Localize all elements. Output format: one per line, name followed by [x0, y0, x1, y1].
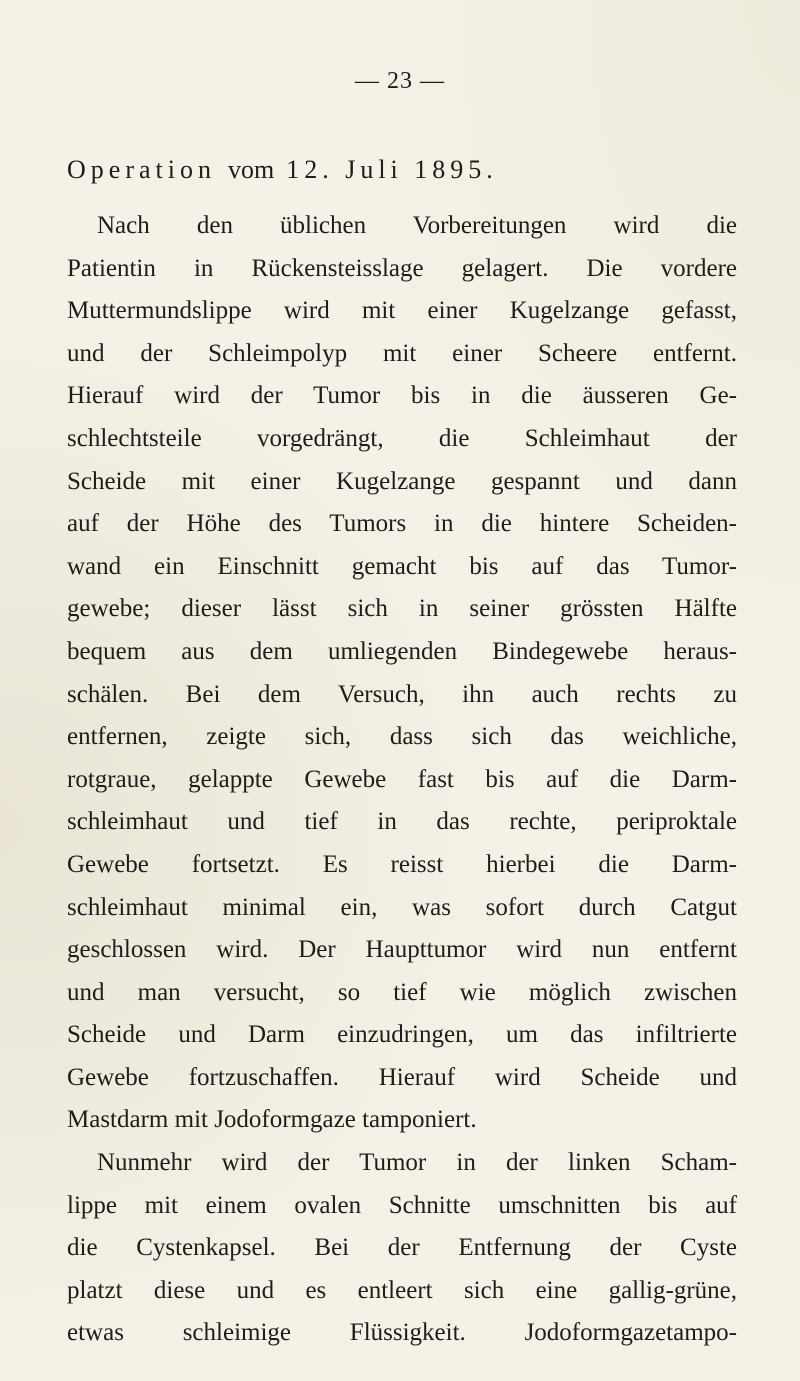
text-line: Scheide und Darm einzudringen, um das infiltrierte [67, 1021, 737, 1049]
text-line: Hierauf wird der Tumor bis in die äusseren Ge- [67, 382, 737, 410]
text-line: Nunmehr wird der Tumor in der linken Scham- [97, 1149, 737, 1177]
text-line: die Cystenkapsel. Bei der Entfernung der Cyste [67, 1234, 737, 1262]
heading-operation: Operation [67, 155, 216, 184]
text-line: gewebe; dieser lässt sich in seiner grössten Hälfte [67, 595, 737, 623]
text-line: Gewebe fortsetzt. Es reisst hierbei die Darm- [67, 850, 737, 878]
text-line: schälen. Bei dem Versuch, ihn auch rechts zu [67, 680, 737, 708]
text-line: wand ein Einschnitt gemacht bis auf das Tumor- [67, 552, 737, 580]
section-heading [67, 155, 498, 185]
text-line: rotgraue, gelappte Gewebe fast bis auf die Darm- [67, 765, 737, 793]
text-line: auf der Höhe des Tumors in die hintere Scheiden- [67, 510, 737, 538]
page-number: — 23 — [355, 68, 445, 94]
text-line: schleimhaut und tief in das rechte, periproktale [67, 808, 737, 836]
text-line: lippe mit einem ovalen Schnitte umschnitten bis auf [67, 1191, 737, 1219]
text-line: etwas schleimige Flüssigkeit. Jodoformgazetampo- [67, 1319, 737, 1347]
text-line: Gewebe fortzuschaffen. Hierauf wird Scheide und [67, 1063, 737, 1091]
paragraph-1 [67, 205, 737, 1142]
text-line: platzt diese und es entleert sich eine gallig-grüne, [67, 1276, 737, 1304]
body-text [67, 205, 737, 1355]
text-line: entfernen, zeigte sich, dass sich das weichliche, [67, 723, 737, 751]
text-line: Patientin in Rückensteisslage gelagert. Die vordere [67, 254, 737, 282]
text-line: Mastdarm mit Jodoformgaze tamponiert. [67, 1106, 477, 1134]
heading-date: 12. Juli 1895. [286, 155, 498, 184]
text-line: Scheide mit einer Kugelzange gespannt und dann [67, 467, 737, 495]
text-line: Muttermundslippe wird mit einer Kugelzange gefasst, [67, 297, 737, 325]
paragraph-2 [67, 1142, 737, 1355]
text-line: bequem aus dem umliegenden Bindegewebe heraus- [67, 637, 737, 665]
heading-vom: vom [227, 155, 275, 184]
text-line: schleimhaut minimal ein, was sofort durch Catgut [67, 893, 737, 921]
text-line: und man versucht, so tief wie möglich zwischen [67, 978, 737, 1006]
text-line: und der Schleimpolyp mit einer Scheere entfernt. [67, 339, 737, 367]
text-line: geschlossen wird. Der Haupttumor wird nun entfernt [67, 936, 737, 964]
text-line: schlechtsteile vorgedrängt, die Schleimhaut der [67, 424, 737, 452]
text-line: Nach den üblichen Vorbereitungen wird die [97, 212, 737, 239]
